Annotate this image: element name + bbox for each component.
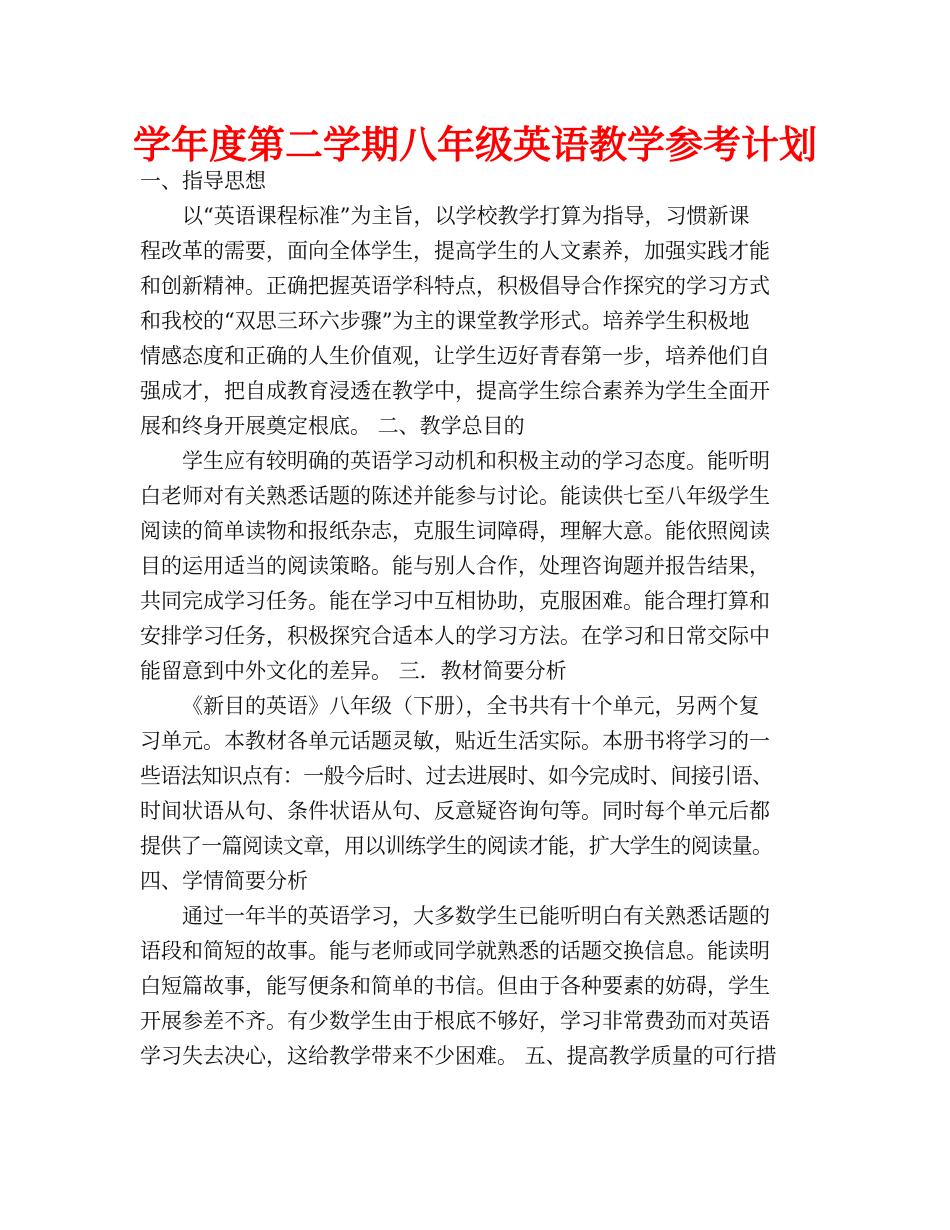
paragraph-line: 白短篇故事，能写便条和简单的书信。但由于各种要素的妨碍，学生 — [140, 974, 770, 998]
document-title: 学年度第二学期八年级英语教学参考计划 — [132, 123, 817, 167]
paragraph-line: 能留意到中外文化的差异。 三．教材简要分析 — [140, 659, 567, 683]
paragraph-line: 阅读的简单读物和报纸杂志，克服生词障碍，理解大意。能依照阅读 — [140, 519, 770, 543]
paragraph-line: 学生应有较明确的英语学习动机和积极主动的学习态度。能听明 — [182, 449, 770, 473]
paragraph-line: 展和终身开展奠定根底。 二、教学总目的 — [140, 414, 525, 438]
paragraph-line: 提供了一篇阅读文章，用以训练学生的阅读才能，扩大学生的阅读量。 — [140, 834, 773, 858]
paragraph-line: 学习失去决心，这给教学带来不少困难。 五、提高教学质量的可行措 — [140, 1044, 777, 1068]
paragraph-line: 些语法知识点有：一般今后时、过去进展时、如今完成时、间接引语、 — [140, 764, 773, 788]
paragraph-line: 语段和简短的故事。能与老师或同学就熟悉的话题交换信息。能读明 — [140, 939, 770, 963]
paragraph-line: 开展参差不齐。有少数学生由于根底不够好，学习非常费劲而对英语 — [140, 1009, 770, 1033]
paragraph-line: 强成才，把自成教育浸透在教学中，提高学生综合素养为学生全面开 — [140, 379, 770, 403]
paragraph-line: 和我校的“双思三环六步骤”为主的课堂教学形式。培养学生积极地 — [140, 309, 750, 333]
paragraph-line: 以“英语课程标准”为主旨，以学校教学打算为指导，习惯新课 — [182, 204, 750, 228]
paragraph-line: 习单元。本教材各单元话题灵敏，贴近生活实际。本册书将学习的一 — [140, 729, 770, 753]
paragraph-line: 安排学习任务，积极探究合适本人的学习方法。在学习和日常交际中 — [140, 624, 770, 648]
paragraph-line: 和创新精神。正确把握英语学科特点，积极倡导合作探究的学习方式 — [140, 274, 770, 298]
paragraph-line: 程改革的需要，面向全体学生，提高学生的人文素养，加强实践才能 — [140, 239, 770, 263]
section-heading-guiding-ideology: 一、指导思想 — [140, 169, 266, 193]
paragraph-line: 共同完成学习任务。能在学习中互相协助，克服困难。能合理打算和 — [140, 589, 770, 613]
section-heading-learning-situation: 四、学情简要分析 — [140, 869, 308, 893]
paragraph-line: 通过一年半的英语学习，大多数学生已能听明白有关熟悉话题的 — [182, 904, 770, 928]
paragraph-line: 时间状语从句、条件状语从句、反意疑咨询句等。同时每个单元后都 — [140, 799, 770, 823]
paragraph-line: 《新目的英语》八年级（下册），全书共有十个单元，另两个复 — [182, 694, 760, 718]
paragraph-line: 目的运用适当的阅读策略。能与别人合作，处理咨询题并报告结果， — [140, 554, 770, 578]
paragraph-line: 白老师对有关熟悉话题的陈述并能参与讨论。能读供七至八年级学生 — [140, 484, 770, 508]
paragraph-line: 情感态度和正确的人生价值观，让学生迈好青春第一步，培养他们自 — [140, 344, 770, 368]
document-body — [140, 164, 830, 1074]
